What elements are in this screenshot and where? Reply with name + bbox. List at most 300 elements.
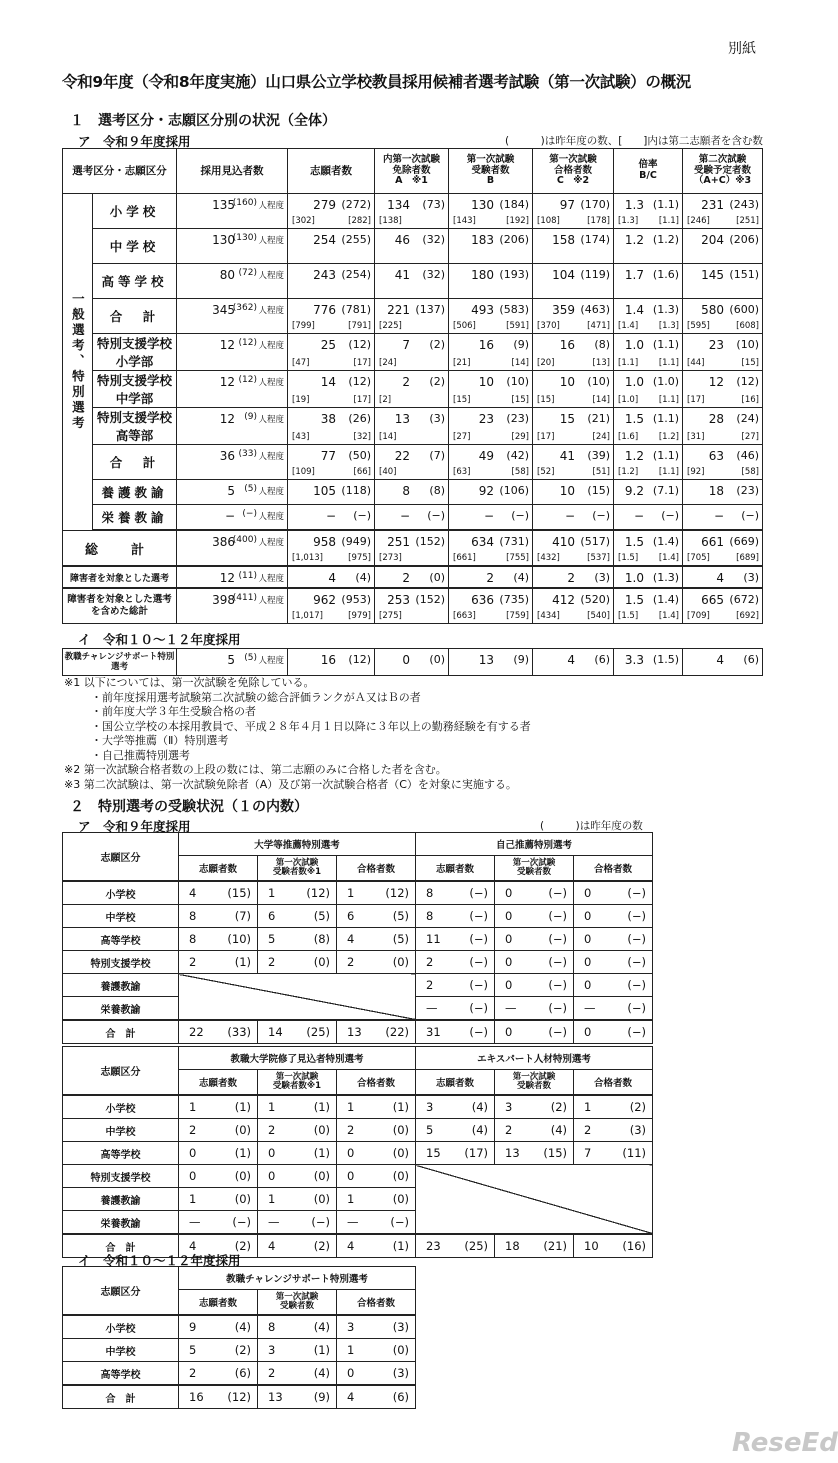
vertical-group-label — [63, 194, 93, 531]
prev-value: (731) — [499, 535, 529, 548]
value: 2 — [189, 955, 197, 969]
value: 254 — [313, 233, 336, 247]
cell-bairitsu — [614, 505, 683, 531]
cell-goukaku — [533, 480, 614, 505]
row-label: 中学校 — [63, 905, 179, 928]
prev-value: (2) — [550, 1100, 567, 1114]
value: 130 — [471, 198, 494, 212]
second-choice-value: [138] — [379, 216, 402, 226]
cell-niji — [683, 530, 763, 566]
value: 398 — [212, 593, 235, 607]
value: 16 — [189, 1390, 204, 1404]
prev-value: (4) — [234, 1320, 251, 1334]
value: 359 — [552, 303, 575, 317]
value-pair — [258, 1215, 336, 1229]
value: 0 — [347, 1169, 355, 1183]
unit: 人程度 — [258, 656, 284, 666]
value: 386 — [212, 535, 235, 549]
sub-header-juken-2: 受験者数 — [516, 1081, 551, 1091]
cell-menjo — [375, 649, 449, 676]
note-1b: ・前年度大学３年生受験合格の者 — [91, 705, 256, 718]
prev-value: (−) — [548, 1001, 568, 1015]
value: 41 — [394, 268, 410, 282]
cell-niji — [683, 229, 763, 264]
row-label: 特別支援学校 — [63, 951, 179, 974]
sub-header-shigan: 志願者数 — [416, 856, 495, 882]
value: − — [399, 509, 410, 523]
header-goukaku: 第一次試験 合格者数 C ※2 — [533, 149, 614, 194]
value-cell — [179, 1211, 258, 1235]
prev-value: (−) — [511, 509, 529, 522]
value: 3 — [347, 1320, 355, 1334]
value: 1 — [268, 1100, 276, 1114]
sub-header-juken-1: 第一次試験 — [512, 1071, 556, 1082]
value: 9.2 — [624, 484, 644, 498]
cell-menjo — [375, 194, 449, 229]
prev-value: (517) — [580, 535, 610, 548]
value-cell — [258, 1165, 337, 1188]
second-choice-prev: [58] — [511, 467, 529, 477]
second-choice-value: [21] — [453, 358, 471, 368]
cell-menjo — [375, 505, 449, 531]
prev-value: (106) — [499, 484, 529, 497]
summary-row — [63, 480, 763, 505]
prev-value: (1.1) — [652, 412, 679, 425]
value: 12 — [219, 338, 235, 352]
value: − — [483, 509, 494, 523]
second-choice-value: [225] — [379, 321, 402, 331]
second-choice-prev: [1.1] — [658, 395, 679, 405]
note-1a: ・前年度採用選考試験第二次試験の総合評価ランクがＡ又はＢの者 — [91, 690, 421, 704]
second-choice-value: [1,013] — [292, 553, 323, 563]
second-choice-value: [47] — [292, 358, 310, 368]
value: 2 — [347, 1123, 355, 1137]
cell-menjo — [375, 445, 449, 480]
sub-header-goukaku: 合格者数 — [337, 1290, 416, 1316]
row-label: 養護教諭 — [93, 480, 177, 505]
value-pair — [416, 955, 494, 969]
value-pair — [179, 1146, 257, 1160]
prev-value: (255) — [341, 233, 371, 246]
row-label: 総 計 — [63, 530, 177, 566]
prev-value: (160) — [232, 198, 257, 208]
prev-value: (39) — [587, 449, 610, 462]
value: 4 — [347, 1390, 355, 1404]
prev-value: (−) — [627, 1025, 647, 1039]
value: 36 — [219, 449, 235, 463]
second-choice-value: [1.4] — [618, 321, 639, 331]
value: 3 — [426, 1100, 434, 1114]
sub-header-juken-1: 第一次試験 — [275, 1291, 319, 1302]
value: 4 — [268, 1239, 276, 1253]
prev-value: (0) — [429, 653, 445, 666]
second-choice-value: [17] — [537, 432, 555, 442]
second-choice-prev: [17] — [353, 358, 371, 368]
value-pair — [416, 1100, 494, 1114]
summary-row — [63, 194, 763, 229]
prev-value: (−) — [469, 886, 489, 900]
value-cell — [495, 881, 574, 905]
row-label: 栄養教諭 — [63, 997, 179, 1021]
sub-header-juken — [495, 1070, 574, 1096]
prev-value: (9) — [313, 1390, 330, 1404]
second-choice-prev: [1.3] — [658, 321, 679, 331]
value-cell — [179, 951, 258, 974]
row-label: 合 計 — [63, 1234, 179, 1258]
value: 661 — [701, 535, 724, 549]
second-choice-prev: [689] — [736, 553, 759, 563]
value-pair — [337, 1025, 415, 1039]
second-choice-value: [1.6] — [618, 432, 639, 442]
second-choice-prev: [979] — [348, 611, 371, 621]
value: 1 — [584, 1100, 592, 1114]
summary-row — [63, 229, 763, 264]
value-pair — [495, 909, 573, 923]
note-3: ※3 第二次試験は、第一次試験免除者（A）及び第一次試験合格者（C）を対象に実施する。 — [64, 777, 517, 791]
value: 18 — [505, 1239, 520, 1253]
value: 2 — [402, 375, 410, 389]
page-title: 令和9年度（令和8年度実施）山口県公立学校教員採用候補者選考試験（第一次試験）の概況 — [62, 73, 691, 91]
value-cell — [416, 881, 495, 905]
prev-value: (8) — [594, 338, 610, 351]
prev-value: (2) — [313, 1239, 330, 1253]
value: 253 — [387, 593, 410, 607]
value: 12 — [219, 375, 235, 389]
value-pair — [258, 1343, 336, 1357]
prev-value: (−) — [469, 1025, 489, 1039]
value: 135 — [212, 198, 235, 212]
value: − — [325, 509, 336, 523]
prev-value: (0) — [313, 1169, 330, 1183]
prev-value: (5) — [392, 909, 410, 923]
data-row — [63, 1142, 653, 1165]
value: 3 — [505, 1100, 513, 1114]
prev-value: (22) — [385, 1025, 410, 1039]
cell-niji — [683, 505, 763, 531]
second-choice-value: [661] — [453, 553, 476, 563]
value: 410 — [552, 535, 575, 549]
cell-goukaku — [533, 505, 614, 531]
special-table-c — [62, 1266, 416, 1409]
value-pair — [337, 1192, 415, 1206]
cell-bairitsu — [614, 194, 683, 229]
cell-juken — [449, 194, 533, 229]
value: 6 — [347, 909, 355, 923]
value-pair — [179, 1320, 257, 1334]
cell-mikomi — [177, 566, 288, 588]
value: 1.5 — [624, 593, 644, 607]
summary-row — [63, 588, 763, 624]
second-choice-value: [109] — [292, 467, 315, 477]
prev-value: (−) — [242, 509, 257, 519]
sub-header-shigan: 志願者数 — [416, 1070, 495, 1096]
row-label: 高等学校 — [63, 1142, 179, 1165]
value-cell — [495, 905, 574, 928]
cell-niji — [683, 480, 763, 505]
cell-menjo — [375, 299, 449, 334]
prev-value: (25) — [464, 1239, 488, 1253]
value-pair — [416, 1146, 494, 1160]
cell-mikomi — [177, 649, 288, 676]
value: 221 — [387, 303, 410, 317]
cell-goukaku — [533, 299, 614, 334]
value-pair — [179, 1192, 257, 1206]
second-choice-prev: [24] — [592, 432, 610, 442]
second-choice-value: [663] — [453, 611, 476, 621]
prev-value: (25) — [306, 1025, 330, 1039]
prev-value: (10) — [506, 375, 529, 388]
value: 105 — [313, 484, 336, 498]
prev-value: (73) — [422, 198, 445, 211]
prev-value: (5) — [392, 932, 410, 946]
value-pair — [179, 1390, 257, 1404]
prev-value: (174) — [580, 233, 610, 246]
value-pair — [179, 909, 257, 923]
cell-shigan — [288, 229, 375, 264]
cell-niji — [683, 408, 763, 445]
unit: 人程度 — [258, 452, 284, 462]
cell-juken — [449, 649, 533, 676]
value: 0 — [505, 1025, 513, 1039]
value-pair — [258, 1390, 336, 1404]
value: − — [633, 509, 644, 523]
value: 1 — [189, 1100, 197, 1114]
value: 0 — [584, 886, 592, 900]
unit: 人程度 — [258, 306, 284, 316]
prev-value: (3) — [629, 1123, 647, 1137]
value-pair — [416, 978, 494, 992]
col-label: 志願区分 — [63, 1047, 179, 1096]
value: 2 — [402, 571, 410, 585]
value: 1.0 — [624, 338, 644, 352]
value: 0 — [584, 978, 592, 992]
value: 4 — [716, 571, 724, 585]
value: 49 — [478, 449, 494, 463]
second-choice-prev: [282] — [348, 216, 371, 226]
value-cell — [495, 1119, 574, 1142]
prev-value: (−) — [390, 1215, 409, 1229]
prev-value: (1.4) — [652, 593, 679, 606]
cell-goukaku — [533, 649, 614, 676]
value-cell — [495, 951, 574, 974]
prev-value: (12) — [238, 338, 257, 348]
data-row — [63, 1385, 416, 1409]
value-pair — [416, 1001, 494, 1015]
value-cell — [337, 1119, 416, 1142]
value: 16 — [320, 653, 336, 667]
second-choice-value: [370] — [537, 321, 560, 331]
prev-value: (−) — [548, 909, 568, 923]
value-pair — [574, 1123, 652, 1137]
value: 0 — [505, 978, 513, 992]
prev-value: (3) — [392, 1366, 410, 1380]
value: 2 — [426, 955, 434, 969]
value-cell — [179, 1142, 258, 1165]
prev-value: (4) — [471, 1100, 488, 1114]
value-pair — [337, 1100, 415, 1114]
prev-value: (9) — [244, 412, 257, 422]
prev-value: (411) — [232, 593, 257, 603]
second-choice-value: [1.5] — [618, 611, 639, 621]
prev-value: (6) — [743, 653, 759, 666]
value-pair — [179, 932, 257, 946]
value-pair — [179, 1366, 257, 1380]
second-choice-value: [705] — [687, 553, 710, 563]
value: 12 — [708, 375, 724, 389]
row-label: 小学校 — [63, 1095, 179, 1119]
prev-value: (1.2) — [652, 233, 679, 246]
value-cell — [416, 905, 495, 928]
cell-niji — [683, 194, 763, 229]
value: 580 — [701, 303, 724, 317]
prev-value: (−) — [469, 1001, 489, 1015]
value: 2 — [189, 1123, 197, 1137]
prev-value: (−) — [627, 978, 647, 992]
second-choice-value: [15] — [453, 395, 471, 405]
prev-value: (42) — [506, 449, 529, 462]
prev-value: (0) — [392, 1192, 409, 1206]
prev-value: (4) — [313, 1366, 330, 1380]
prev-value: (−) — [232, 1215, 251, 1229]
data-row — [63, 1315, 416, 1339]
value: 10 — [478, 375, 494, 389]
value-pair — [179, 886, 257, 900]
summary-row — [63, 264, 763, 299]
value: − — [564, 509, 575, 523]
cell-juken — [449, 371, 533, 408]
value: 0 — [584, 932, 592, 946]
prev-value: (1.0) — [652, 375, 679, 388]
unit: 人程度 — [258, 236, 284, 246]
row-label: 小学校 — [63, 881, 179, 905]
value-cell — [574, 997, 653, 1021]
value: 41 — [559, 449, 575, 463]
prev-value: (32) — [422, 233, 445, 246]
note-1d: ・大学等推薦（Ⅱ）特別選考 — [91, 734, 229, 747]
second-choice-value: [246] — [687, 216, 710, 226]
cell-juken — [449, 264, 533, 299]
unit: 人程度 — [258, 487, 284, 497]
prev-value: (17) — [464, 1146, 488, 1160]
second-choice-prev: [29] — [511, 432, 529, 442]
prev-value: (1.6) — [652, 268, 679, 281]
value-cell — [495, 1142, 574, 1165]
cell-juken — [449, 505, 533, 531]
value: — — [268, 1215, 280, 1229]
value-pair — [337, 1390, 415, 1404]
second-choice-value: [63] — [453, 467, 471, 477]
value-cell — [258, 881, 337, 905]
cell-juken — [449, 229, 533, 264]
prev-value: (3) — [594, 571, 610, 584]
value: 412 — [552, 593, 575, 607]
second-choice-prev: [1.1] — [658, 358, 679, 368]
value: 8 — [402, 484, 410, 498]
prev-value: (1) — [234, 955, 251, 969]
second-choice-value: [52] — [537, 467, 555, 477]
prev-value: (400) — [232, 535, 257, 545]
prev-value: (1) — [313, 1343, 330, 1357]
value-cell — [258, 951, 337, 974]
value: 7 — [402, 338, 410, 352]
value: 13 — [347, 1025, 362, 1039]
cell-menjo — [375, 408, 449, 445]
value: 0 — [347, 1146, 355, 1160]
value: 1.7 — [624, 268, 644, 282]
section1-sub-i: イ 令和１０〜１２年度採用 — [78, 632, 241, 647]
prev-value: (−) — [627, 909, 647, 923]
group-header: 教職チャレンジサポート特別選考 — [179, 1267, 416, 1290]
sub-header-juken-1: 第一次試験 — [275, 857, 319, 868]
prev-value: (1) — [392, 1100, 409, 1114]
cell-juken — [449, 530, 533, 566]
prev-value: (206) — [729, 233, 759, 246]
cell-niji — [683, 334, 763, 371]
prev-value: (9) — [513, 338, 529, 351]
prev-value: (1.1) — [652, 449, 679, 462]
value: 12 — [219, 412, 235, 426]
cell-mikomi — [177, 588, 288, 624]
value-pair — [179, 1343, 257, 1357]
value-pair — [337, 932, 415, 946]
sub-header-juken-2: 受験者数 — [517, 867, 552, 877]
row-label: 小学校 — [63, 1315, 179, 1339]
value: 1 — [347, 886, 355, 900]
value-cell — [258, 1095, 337, 1119]
value-pair — [495, 1100, 573, 1114]
sub-header-juken-2: 受験者数 — [279, 1301, 314, 1311]
second-choice-prev: [540] — [587, 611, 610, 621]
header-bairitsu: 倍率 B/C — [614, 149, 683, 194]
cell-mikomi — [177, 408, 288, 445]
value-cell — [258, 1339, 337, 1362]
unit: 人程度 — [258, 341, 284, 351]
section1-note: ( )は昨年度の数、[ ]内は第二志願者を含む数 — [505, 135, 763, 147]
second-choice-value: [1.0] — [618, 395, 639, 405]
cell-goukaku — [533, 445, 614, 480]
value: 0 — [505, 955, 513, 969]
cell-bairitsu — [614, 264, 683, 299]
annex-label: 別紙 — [728, 41, 756, 57]
value-pair — [574, 909, 652, 923]
cell-bairitsu — [614, 229, 683, 264]
group-header-row — [63, 833, 653, 856]
sub-header-juken-1: 第一次試験 — [275, 1071, 319, 1082]
second-choice-value: [19] — [292, 395, 310, 405]
value: 10 — [559, 375, 575, 389]
second-choice-prev: [537] — [587, 553, 610, 563]
prev-value: (2) — [429, 375, 445, 388]
prev-value: (1.1) — [652, 198, 679, 211]
prev-value: (3) — [392, 1320, 410, 1334]
row-label: 栄養教諭 — [93, 505, 177, 531]
prev-value: (520) — [580, 593, 610, 606]
second-choice-value: [434] — [537, 611, 560, 621]
second-choice-prev: [608] — [736, 321, 759, 331]
prev-value: (2) — [629, 1100, 647, 1114]
value: 231 — [701, 198, 724, 212]
cell-menjo — [375, 371, 449, 408]
prev-value: (12) — [736, 375, 759, 388]
prev-value: (−) — [627, 932, 647, 946]
value: 14 — [268, 1025, 283, 1039]
value-pair — [495, 1025, 573, 1039]
value: 2 — [505, 1123, 513, 1137]
value: — — [505, 1001, 517, 1015]
prev-value: (949) — [341, 535, 371, 548]
value-pair — [574, 1025, 652, 1039]
second-choice-prev: [178] — [587, 216, 610, 226]
